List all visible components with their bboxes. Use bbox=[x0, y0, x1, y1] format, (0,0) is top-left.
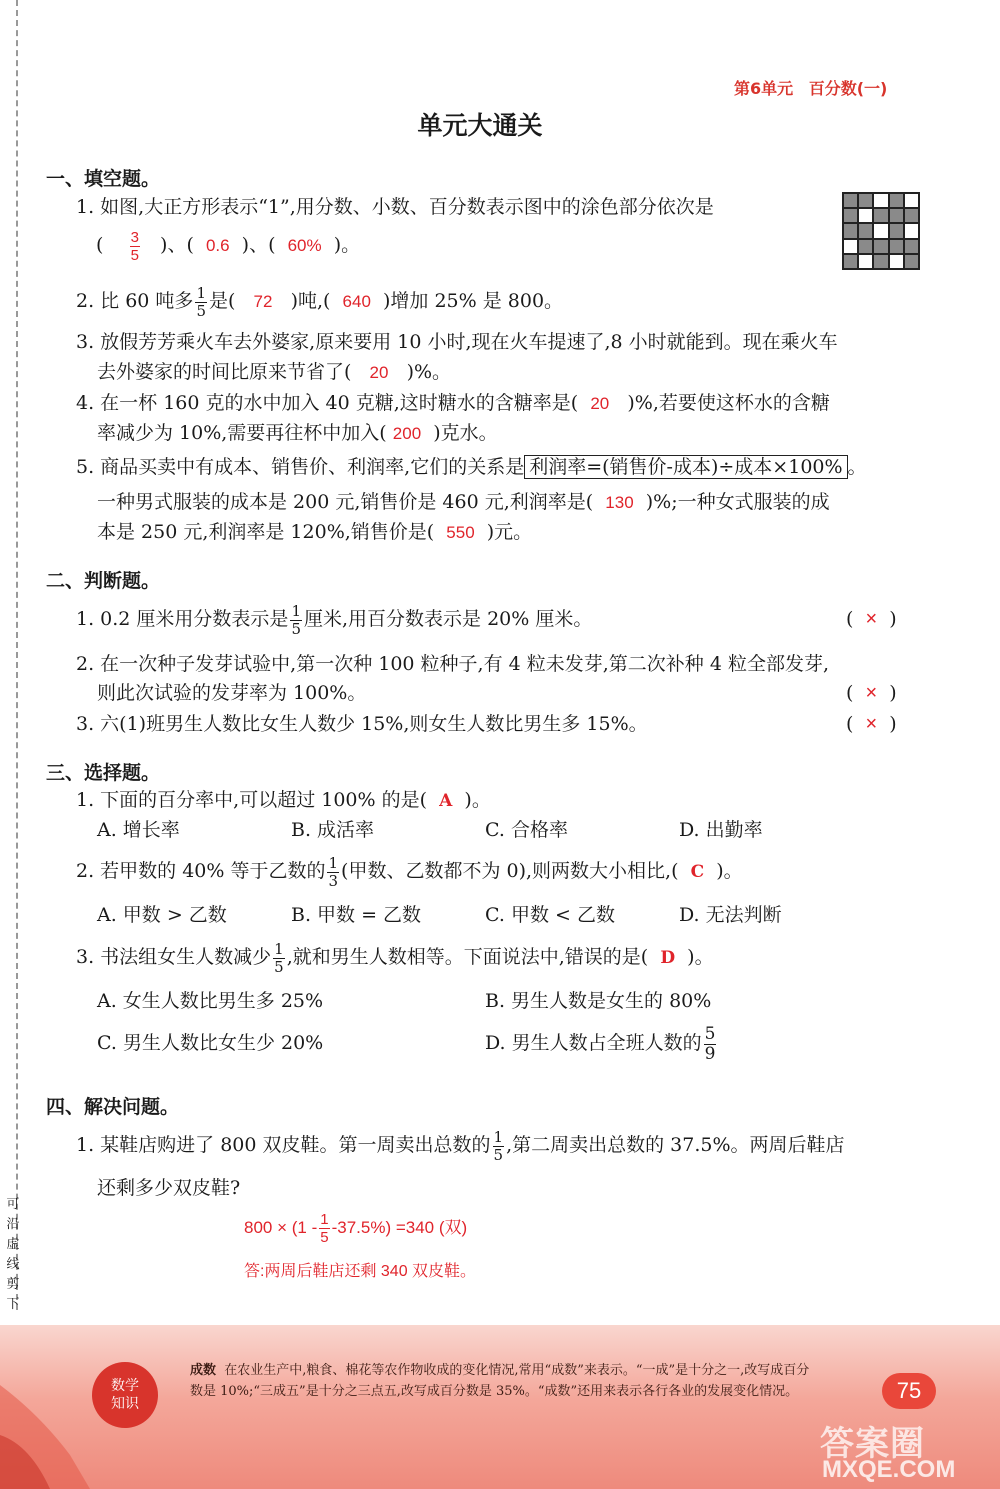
choice-q1: 1. 下面的百分率中,可以超过 100% 的是( A )。 bbox=[76, 789, 491, 811]
answer: 20 bbox=[590, 394, 610, 413]
cut-char: 沿 bbox=[6, 1217, 20, 1232]
watermark-logo: 答案圈 bbox=[820, 1425, 925, 1463]
cut-line bbox=[16, 0, 18, 1310]
cut-char: 下 bbox=[6, 1297, 20, 1312]
fraction: $\frac{1}{5}$ bbox=[291, 601, 301, 638]
answer: 60% bbox=[287, 236, 322, 255]
judge-q3-mark: ( × ) bbox=[846, 713, 897, 735]
solve-q1-line2: 还剩多少双皮鞋? bbox=[97, 1177, 241, 1199]
cut-char: 线 bbox=[6, 1257, 20, 1272]
answer: A bbox=[439, 791, 453, 811]
fraction: $\frac{1}{5}$ bbox=[196, 283, 206, 320]
fill-q1-answers: ( $\frac{3}{5}$ )、( 0.6 )、( 60% )。 bbox=[96, 228, 361, 264]
unit-header bbox=[734, 76, 887, 99]
choice-q2-option: B. 甲数 = 乙数 bbox=[291, 904, 422, 926]
profit-formula-box: 利润率=(销售价-成本)÷成本×100% bbox=[524, 455, 847, 479]
fill-q5-line1: 5. 商品买卖中有成本、销售价、利润率,它们的关系是 利润率=(销售价-成本)÷成本×100% 。 bbox=[76, 456, 867, 478]
math-knowledge-badge: 数学 知识 bbox=[92, 1362, 158, 1428]
judge-q3: 3. 六(1)班男生人数比女生人数少 15%,则女生人数比男生多 15%。 bbox=[76, 713, 648, 735]
fill-q5-line3: 本是 250 元,利润率是 120%,销售价是( 550 )元。 bbox=[97, 521, 533, 543]
choice-q2-option: C. 甲数 < 乙数 bbox=[485, 904, 615, 926]
section-choice: 三、选择题。 bbox=[46, 762, 161, 784]
judge-q1-mark: ( × ) bbox=[846, 608, 897, 630]
answer: 20 bbox=[369, 363, 389, 382]
choice-q3-option-c: C. 男生人数比女生少 20% bbox=[97, 1032, 324, 1054]
solve-answer: 答:两周后鞋店还剩 340 双皮鞋。 bbox=[244, 1263, 477, 1280]
section-judge: 二、判断题。 bbox=[46, 570, 161, 592]
unit-topic: 百分数(一) bbox=[808, 79, 888, 98]
answer: 0.6 bbox=[205, 236, 230, 255]
tip-term: 成数 bbox=[190, 1363, 217, 1378]
fill-q1-text: 1. 如图,大正方形表示“1”,用分数、小数、百分数表示图中的涂色部分依次是 bbox=[76, 196, 714, 218]
choice-q3-option-b: B. 男生人数是女生的 80% bbox=[485, 990, 712, 1012]
answer: 550 bbox=[446, 523, 475, 542]
fraction: $\frac{1}{5}$ bbox=[493, 1127, 504, 1164]
fraction: $\frac{3}{5}$ bbox=[130, 228, 139, 264]
choice-q1-option: B. 成活率 bbox=[291, 819, 375, 841]
fraction: $\frac{1}{5}$ bbox=[274, 939, 284, 976]
fraction: $\frac{1}{5}$ bbox=[320, 1211, 329, 1247]
answer: 200 bbox=[392, 424, 422, 443]
fill-q2: 2. 比 60 吨多 $\frac{1}{5}$ 是( 72 )吨,( 640 )增加 25% 是 800。 bbox=[76, 283, 564, 320]
answer: C bbox=[690, 862, 705, 882]
shaded-grid-figure bbox=[842, 192, 920, 270]
fill-q4-line1: 4. 在一杯 160 克的水中加入 40 克糖,这时糖水的含糖率是( 20 )%,若要使这杯水的含糖 bbox=[76, 392, 830, 414]
fill-q3-line2: 去外婆家的时间比原来节省了( 20 )%。 bbox=[97, 361, 452, 383]
answer: 72 bbox=[253, 292, 273, 311]
choice-q2-option: A. 甲数 > 乙数 bbox=[97, 904, 227, 926]
watermark-url: MXQE.COM bbox=[822, 1456, 956, 1483]
choice-q1-option: C. 合格率 bbox=[485, 819, 568, 841]
fill-q5-line2: 一种男式服装的成本是 200 元,销售价是 460 元,利润率是( 130 )%;一种女式服装的成 bbox=[97, 491, 830, 513]
choice-q2-option: D. 无法判断 bbox=[679, 904, 782, 926]
choice-q3-option-a: A. 女生人数比男生多 25% bbox=[97, 990, 324, 1012]
section-fill: 一、填空题。 bbox=[46, 168, 161, 190]
choice-q1-option: D. 出勤率 bbox=[679, 819, 763, 841]
tip-text: 成数 在农业生产中,粮食、棉花等农作物收成的变化情况,常用“成数”来表示。“一成”是十分之一,改写成百分数是 10%;“三成五”是十分之三点五,改写成百分数是 35%。“成数”还用来表示各行各业的发展变化情况。 bbox=[190, 1363, 810, 1399]
solve-q1-line1: 1. 某鞋店购进了 800 双皮鞋。第一周卖出总数的 $\frac{1}{5}$ ,第二周卖出总数的 37.5%。两周后鞋店 bbox=[76, 1127, 845, 1164]
fill-q4-line2: 率减少为 10%,需要再往杯中加入( 200 )克水。 bbox=[97, 422, 498, 444]
cut-char: 剪 bbox=[6, 1277, 20, 1292]
judge-q2-line1: 2. 在一次种子发芽试验中,第一次种 100 粒种子,有 4 粒未发芽,第二次补种 4 粒全部发芽, bbox=[76, 653, 830, 675]
fill-q3-line1: 3. 放假芳芳乘火车去外婆家,原来要用 10 小时,现在火车提速了,8 小时就能到。现在乘火车 bbox=[76, 331, 838, 353]
choice-q2: 2. 若甲数的 40% 等于乙数的 $\frac{1}{3}$ (甲数、乙数都不为 0),则两数大小相比,( C )。 bbox=[76, 853, 743, 890]
fraction: $\frac{1}{3}$ bbox=[328, 853, 339, 890]
fraction: $\frac{5}{9}$ bbox=[704, 1023, 716, 1064]
page-number: 75 bbox=[882, 1373, 936, 1409]
judge-q2-mark: ( × ) bbox=[846, 682, 897, 704]
choice-q3: 3. 书法组女生人数减少 $\frac{1}{5}$ ,就和男生人数相等。下面说法中,错误的是( D )。 bbox=[76, 939, 714, 976]
choice-q3-option-d: D. 男生人数占全班人数的 $\frac{5}{9}$ bbox=[485, 1023, 716, 1064]
answer: D bbox=[660, 948, 676, 968]
choice-q1-option: A. 增长率 bbox=[97, 819, 180, 841]
page-title: 单元大通关 bbox=[417, 111, 543, 140]
solve-calculation: 800 × (1 - $\frac{1}{5}$ -37.5%) =340 (双) bbox=[244, 1211, 468, 1247]
unit-number: 第6单元 bbox=[734, 79, 794, 98]
judge-q2-line2: 则此次试验的发芽率为 100%。 bbox=[97, 682, 367, 704]
cut-char: 虚 bbox=[6, 1237, 20, 1252]
judge-q1: 1. 0.2 厘米用分数表示是 $\frac{1}{5}$ 厘米,用百分数表示是 20% 厘米。 bbox=[76, 601, 593, 638]
cut-char: 可 bbox=[6, 1197, 20, 1212]
section-solve: 四、解决问题。 bbox=[46, 1096, 180, 1118]
answer: 640 bbox=[342, 292, 371, 311]
answer: 130 bbox=[605, 493, 634, 512]
